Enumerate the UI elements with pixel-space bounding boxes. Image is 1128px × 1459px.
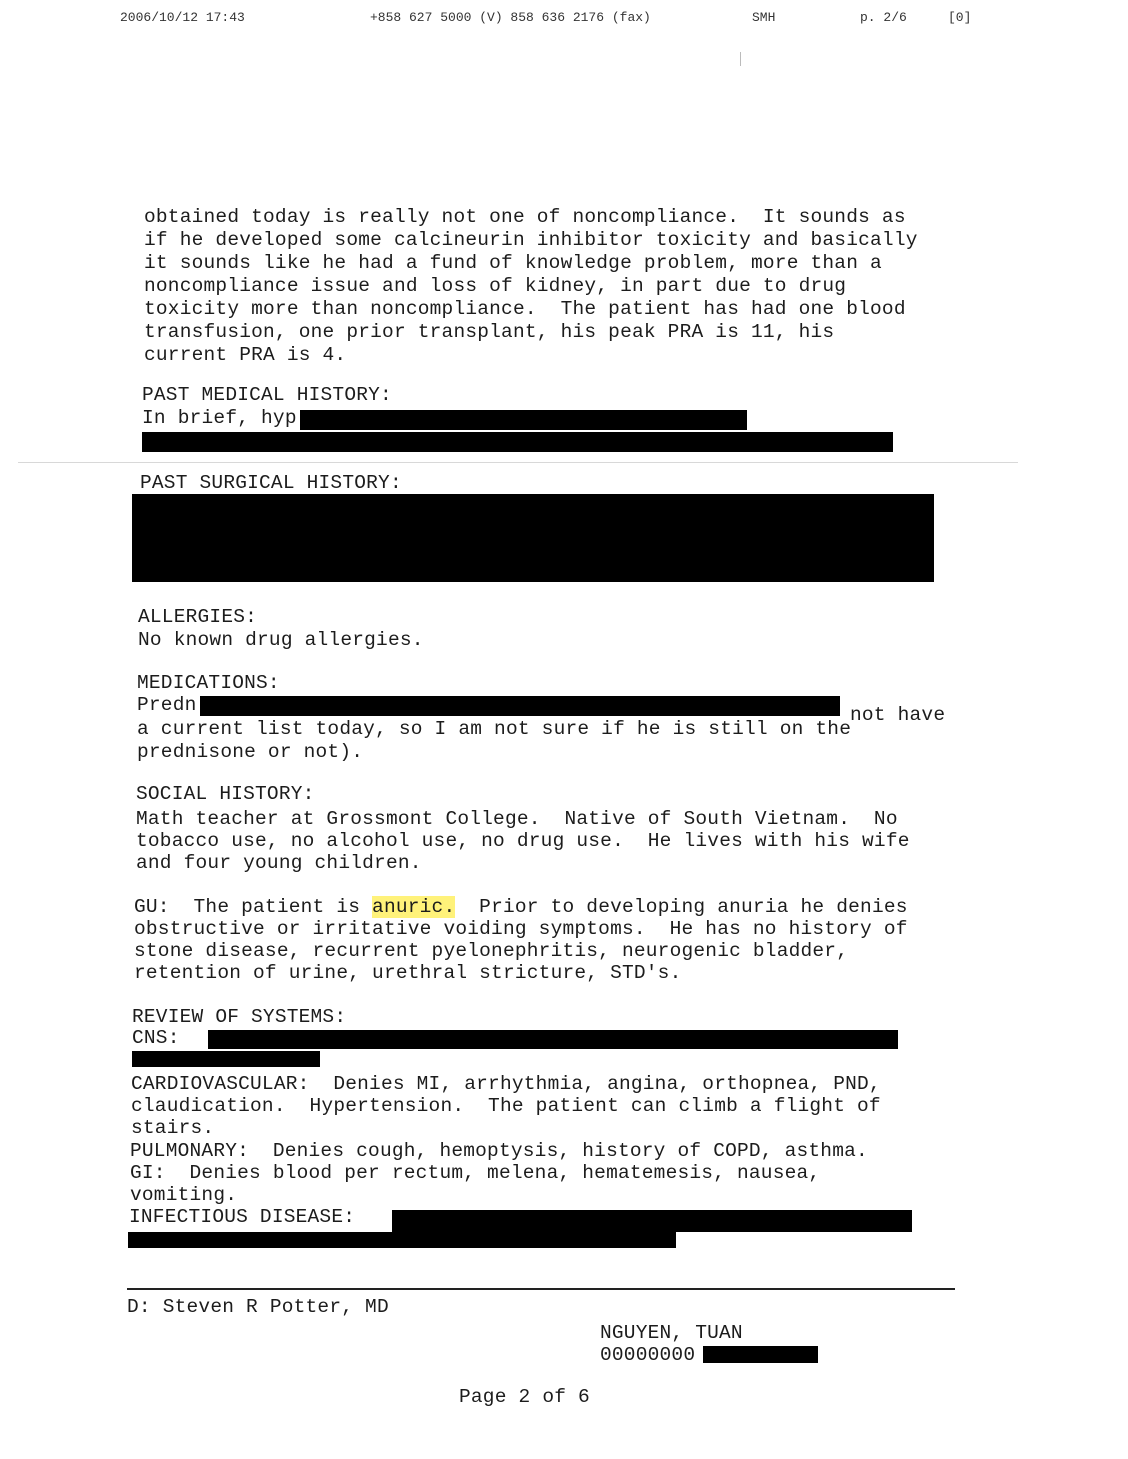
fax-phone: +858 627 5000 (V) 858 636 2176 (fax)	[370, 10, 651, 25]
redaction-block	[392, 1210, 912, 1232]
ros-cardio-text: stairs.	[131, 1117, 215, 1139]
gu-text: retention of urine, urethral stricture, STD's.	[134, 962, 682, 984]
dictated-by: D: Steven R Potter, MD	[127, 1296, 389, 1318]
redaction-block	[300, 410, 747, 430]
ros-cns-label: CNS:	[132, 1027, 180, 1049]
fax-header	[0, 10, 1128, 40]
social-history-text: and four young children.	[136, 852, 422, 874]
fax-timestamp: 2006/10/12 17:43	[120, 10, 245, 25]
intro-line: toxicity more than noncompliance. The patient has had one blood	[144, 298, 906, 320]
past-medical-text: In brief, hyp	[142, 407, 297, 429]
ros-cardio-text: claudication. Hypertension. The patient can climb a flight of	[131, 1095, 881, 1117]
redaction-block	[703, 1346, 818, 1363]
medications-text: a current list today, so I am not sure if he is still on the	[137, 718, 852, 740]
social-history-text: tobacco use, no alcohol use, no drug use. He lives with his wife	[136, 830, 910, 852]
fax-code: [0]	[948, 10, 972, 25]
ros-gi-text: GI: Denies blood per rectum, melena, hematemesis, nausea,	[130, 1162, 821, 1184]
intro-line: noncompliance issue and loss of kidney, in part due to drug	[144, 275, 847, 297]
patient-name: NGUYEN, TUAN	[600, 1322, 743, 1344]
medications-text-end: not have	[850, 704, 946, 726]
ros-heading: REVIEW OF SYSTEMS:	[132, 1006, 347, 1028]
medications-heading: MEDICATIONS:	[137, 672, 280, 694]
gu-text: obstructive or irritative voiding symptoms. He has no history of	[134, 918, 908, 940]
medications-text: prednisone or not).	[137, 741, 364, 763]
fax-org: SMH	[752, 10, 776, 25]
intro-line: if he developed some calcineurin inhibitor toxicity and basically	[144, 229, 918, 251]
ros-cardio-text: CARDIOVASCULAR: Denies MI, arrhythmia, angina, orthopnea, PND,	[131, 1073, 881, 1095]
redaction-block	[132, 1051, 320, 1067]
scan-line	[18, 462, 1018, 463]
gu-highlight: anuric.	[372, 896, 456, 918]
redaction-block	[200, 696, 840, 716]
gu-text: stone disease, recurrent pyelonephritis, neurogenic bladder,	[134, 940, 849, 962]
ros-infectious-label: INFECTIOUS DISEASE:	[129, 1206, 356, 1228]
ros-gi-text: vomiting.	[130, 1184, 238, 1206]
patient-id: 00000000	[600, 1344, 696, 1366]
redaction-block	[132, 494, 934, 582]
ros-pulmonary-text: PULMONARY: Denies cough, hemoptysis, history of COPD, asthma.	[130, 1140, 868, 1162]
medications-text-start: Predn	[137, 694, 197, 716]
intro-line: transfusion, one prior transplant, his peak PRA is 11, his	[144, 321, 835, 343]
gu-line	[134, 896, 908, 918]
intro-line: it sounds like he had a fund of knowledge problem, more than a	[144, 252, 882, 274]
allergies-text: No known drug allergies.	[138, 629, 424, 651]
gu-text-post: Prior to developing anuria he denies	[455, 896, 908, 918]
past-medical-heading: PAST MEDICAL HISTORY:	[142, 384, 392, 406]
page-label: Page 2 of 6	[459, 1386, 590, 1408]
fax-page: p. 2/6	[860, 10, 907, 25]
gu-text-pre: GU: The patient is	[134, 896, 373, 918]
social-history-text: Math teacher at Grossmont College. Native of South Vietnam. No	[136, 808, 898, 830]
scan-mark	[740, 52, 741, 66]
intro-line: obtained today is really not one of noncompliance. It sounds as	[144, 206, 906, 228]
footer-rule	[127, 1288, 955, 1290]
allergies-heading: ALLERGIES:	[138, 606, 258, 628]
redaction-block	[208, 1030, 898, 1049]
social-history-heading: SOCIAL HISTORY:	[136, 783, 315, 805]
redaction-block	[142, 432, 893, 452]
intro-line: current PRA is 4.	[144, 344, 347, 366]
redaction-block	[128, 1232, 676, 1248]
past-surgical-heading: PAST SURGICAL HISTORY:	[140, 472, 402, 494]
